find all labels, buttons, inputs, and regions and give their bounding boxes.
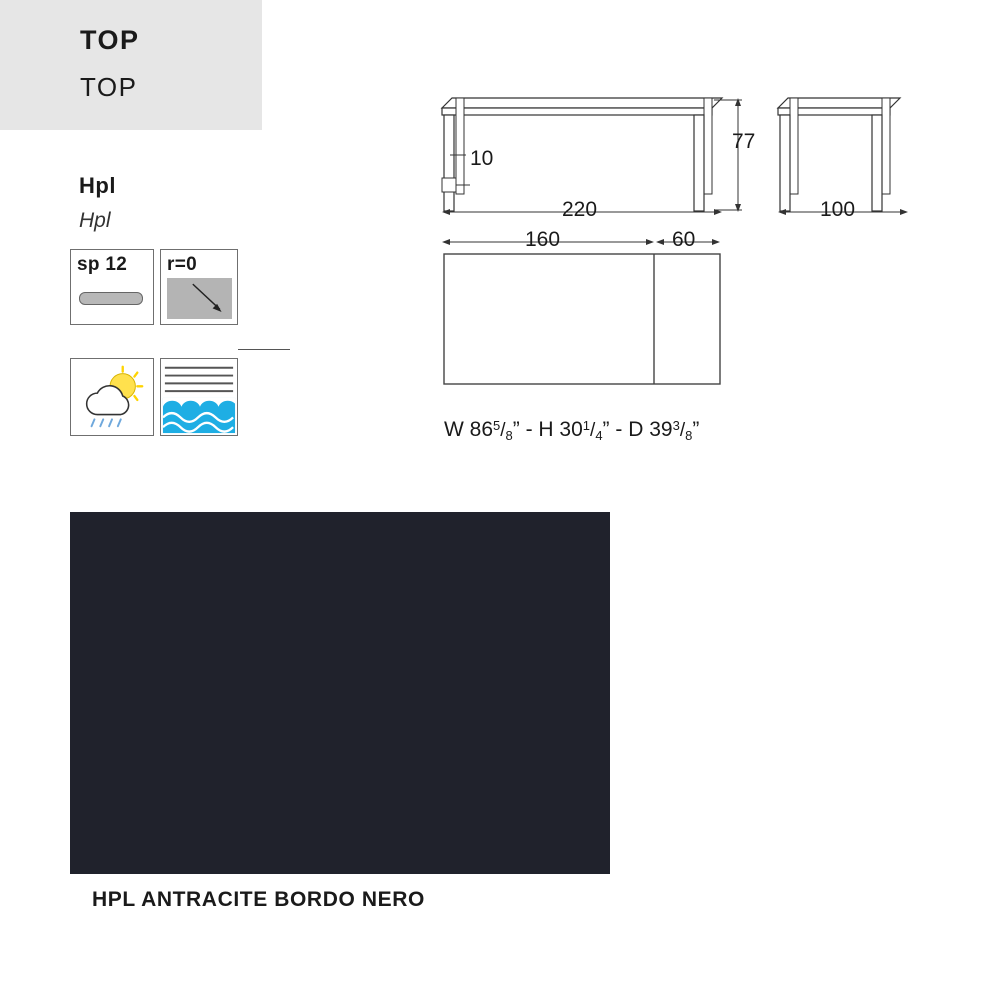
page-subtitle: TOP bbox=[80, 72, 138, 102]
thickness-bar-icon bbox=[79, 292, 143, 305]
inch-quote-1: ” bbox=[512, 418, 520, 441]
drawing-svg bbox=[430, 70, 950, 470]
material-name: Hpl bbox=[79, 173, 116, 198]
weather-resistant-icon bbox=[70, 358, 154, 436]
inch-width-fraction: $^5/_8$ bbox=[493, 418, 513, 443]
spec-radius-box bbox=[160, 249, 238, 325]
spec-thickness-label: sp 12 bbox=[77, 254, 128, 275]
spec-thickness-box bbox=[70, 249, 154, 325]
inch-quote-2: ” bbox=[602, 418, 610, 441]
water-resistant-icon bbox=[160, 358, 238, 436]
side-view-drawing bbox=[778, 98, 900, 211]
dim-segment-b: 60 bbox=[672, 228, 696, 251]
spec-radius-label: r=0 bbox=[167, 254, 197, 275]
dim-segment-a: 160 bbox=[525, 228, 561, 251]
height-dimension bbox=[714, 98, 742, 212]
color-swatch-label: HPL ANTRACITE BORDO NERO bbox=[92, 888, 425, 911]
plan-view-drawing bbox=[444, 254, 720, 384]
color-swatch bbox=[70, 512, 610, 874]
material-name-italian: Hpl bbox=[79, 209, 111, 232]
technical-drawings bbox=[430, 70, 950, 470]
dim-width: 220 bbox=[562, 198, 598, 221]
header-background bbox=[0, 0, 262, 130]
inch-quote-3: ” bbox=[692, 418, 700, 441]
dim-height: 77 bbox=[732, 130, 756, 153]
inch-depth-fraction: $^3/_8$ bbox=[672, 418, 693, 443]
page-title: TOP bbox=[80, 25, 140, 55]
inch-depth-prefix: - D 39 bbox=[609, 418, 673, 441]
dim-leg-height: 10 bbox=[470, 147, 494, 170]
sun-rain-icon bbox=[71, 359, 153, 435]
water-waves-icon bbox=[161, 359, 237, 435]
corner-arrow-icon bbox=[191, 282, 227, 315]
inch-dimensions bbox=[444, 418, 699, 442]
dim-depth: 100 bbox=[820, 198, 856, 221]
inch-height-fraction: $^1/_4$ bbox=[582, 418, 603, 443]
icon-divider-line bbox=[238, 349, 290, 350]
inch-height-prefix: - H 30 bbox=[519, 418, 583, 441]
inch-width-prefix: W 86 bbox=[444, 418, 494, 441]
